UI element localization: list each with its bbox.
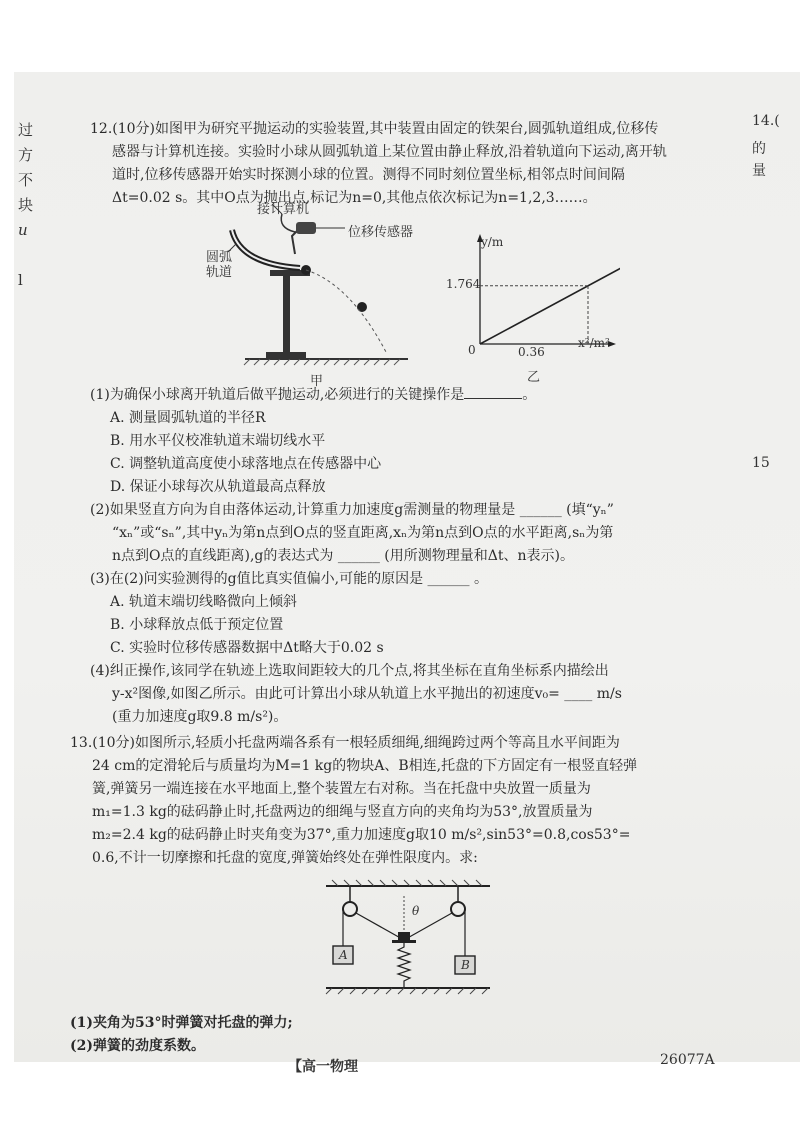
q12-sub2-line: n点到O点的直线距离),g的表达式为 ______ (用所测物理量和Δt、n表示)。 (112, 548, 574, 564)
q12-sub1-option-d: D. 保证小球每次从轨道最高点释放 (110, 479, 326, 495)
footer-code: 26077A (660, 1052, 715, 1068)
q13-line: 簧,弹簧另一端连接在水平地面上,整个装置左右对称。当在托盘中央放置一质量为 (92, 781, 591, 797)
q13-question-1: (1)夹角为53°时弹簧对托盘的弹力; (70, 1015, 293, 1031)
margin-char: u (18, 221, 28, 239)
label-track-line: 轨道 (206, 265, 233, 280)
yi-ylabel: y/m (481, 235, 504, 249)
q12-sub4-line: (重力加速度g取9.8 m/s²)。 (112, 709, 288, 725)
yi-xlabel: x²/m² (578, 336, 610, 350)
caption-yi: 乙 (527, 370, 541, 385)
footer-subject: 【高一物理 (288, 1059, 358, 1075)
yi-origin: 0 (468, 343, 476, 357)
caption-jia: 甲 (310, 374, 324, 389)
question-12-parts (90, 384, 730, 729)
margin-char: 量 (752, 163, 766, 179)
question-13-parts (70, 1012, 730, 1058)
label-sensor: 位移传感器 (348, 225, 414, 240)
q13-line: m₂=2.4 kg的砝码静止时夹角变为37°,重力加速度g取10 m/s²,sin53°=0.8,cos53°= (92, 827, 631, 843)
right-margin-text (752, 110, 800, 474)
label-theta: θ (412, 904, 420, 918)
label-computer: 接计算机 (257, 202, 310, 217)
q12-sub3-option-b: B. 小球释放点低于预定位置 (110, 617, 284, 633)
yi-y-tick: 1.764 (446, 277, 481, 291)
q12-intro-line: 感器与计算机连接。实验时小球从圆弧轨道上某位置由静止释放,沿着轨道向下运动,离开轨 (112, 144, 667, 160)
right-pulley (451, 902, 465, 916)
q12-sub4-line: (4)纠正操作,该同学在轨迹上选取间距较大的几个点,将其坐标在直角坐标系内描绘出 (90, 663, 609, 679)
q12-sub3: (3)在(2)问实验测得的g值比真实值偏小,可能的原因是 ______ 。 (90, 571, 488, 587)
label-track-line: 圆弧 (206, 250, 233, 265)
q12-sub3-option-c: C. 实验时位移传感器数据中Δt略大于0.02 s (110, 640, 384, 656)
q12-intro-line: Δt=0.02 s。其中O点为抛出点,标记为n=0,其他点依次标记为n=1,2,3……。 (112, 190, 597, 206)
q13-line: 13.(10分)如图所示,轻质小托盘两端各系有一根轻质细绳,细绳跨过两个等高且水平间距为 (70, 735, 620, 751)
left-pulley (343, 902, 357, 916)
label-block-b: B (461, 958, 470, 972)
q13-question-2: (2)弹簧的劲度系数。 (70, 1038, 205, 1054)
q12-sub2-line: (2)如果竖直方向为自由落体运动,计算重力加速度g需测量的物理量是 ______ (填“yₙ” (90, 502, 614, 518)
yi-x-tick: 0.36 (518, 345, 545, 359)
q12-sub1-option-b: B. 用水平仪校准轨道末端切线水平 (110, 433, 326, 449)
margin-char: 14.( (752, 113, 780, 129)
q13-line: 0.6,不计一切摩擦和托盘的宽度,弹簧始终处在弹性限度内。求: (92, 850, 478, 866)
left-margin-text (18, 118, 48, 293)
margin-char: 过 (18, 121, 34, 139)
margin-char: 的 (752, 141, 766, 157)
question-13 (70, 732, 730, 870)
label-block-a: A (339, 948, 348, 962)
q12-sub2-line: “xₙ”或“sₙ”,其中yₙ为第n点到O点的竖直距离,xₙ为第n点到O点的水平距离,sₙ为第 (112, 525, 614, 541)
label-track (206, 250, 232, 280)
page-footer (0, 1052, 800, 1078)
q12-intro-line: 道时,位移传感器开始实时探测小球的位置。测得不同时刻位置坐标,相邻点时间间隔 (112, 167, 625, 183)
q13-line: m₁=1.3 kg的砝码静止时,托盘两边的细绳与竖直方向的夹角均为53°,放置质量为 (92, 804, 593, 820)
margin-char: 方 (18, 146, 34, 164)
margin-char: 块 (18, 196, 34, 214)
q12-intro-line: 12.(10分)如图甲为研究平抛运动的实验装置,其中装置由固定的铁架台,圆弧轨道组成,位移传 (90, 121, 659, 137)
q12-sub1-option-a: A. 测量圆弧轨道的半径R (110, 410, 266, 426)
data-line (480, 251, 620, 344)
q12-sub3-option-a: A. 轨道末端切线略微向上倾斜 (110, 594, 298, 610)
q12-sub1: (1)为确保小球离开轨道后做平抛运动,必须进行的关键操作是 。 (90, 387, 537, 403)
margin-char: l (18, 271, 23, 289)
margin-char: 不 (18, 171, 34, 189)
q12-sub4-line: y-x²图像,如图乙所示。由此可计算出小球从轨道上水平抛出的初速度v₀= ____ m/s (112, 686, 622, 702)
figure-jia-apparatus (200, 192, 415, 377)
margin-char: 15 (752, 455, 770, 471)
q13-line: 24 cm的定滑轮后与质量均为M=1 kg的物块A、B相连,托盘的下方固定有一根竖直轻弹 (92, 758, 638, 774)
figure-q13-pulley-system (318, 876, 498, 1006)
answer-blank[interactable] (464, 397, 522, 399)
q12-sub1-option-c: C. 调整轨道高度使小球落地点在传感器中心 (110, 456, 382, 472)
